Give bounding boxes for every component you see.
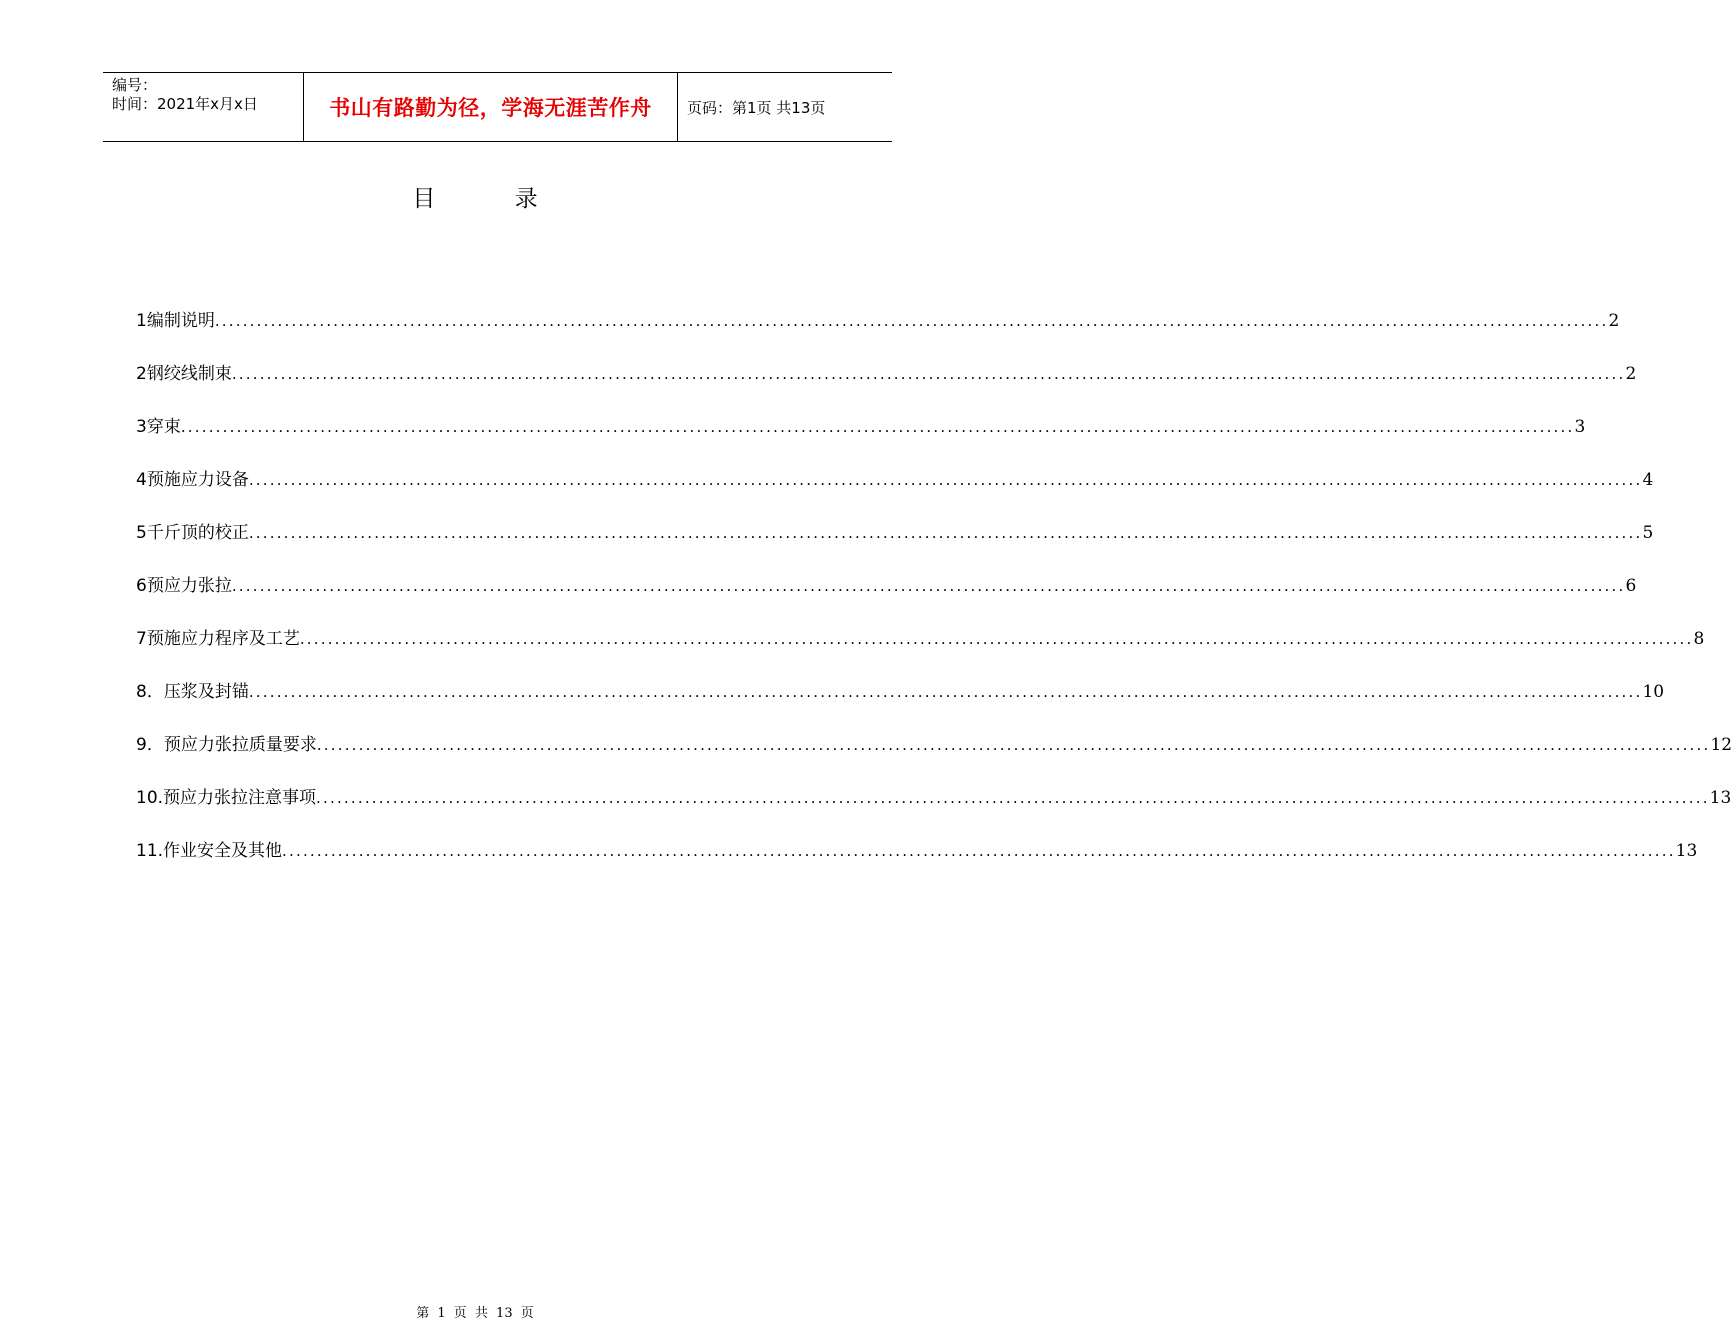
page-header xyxy=(103,72,892,142)
toc-item-title: 1编制说明 xyxy=(136,311,215,331)
toc-item-page: 8 xyxy=(1693,629,1705,649)
toc-item[interactable] xyxy=(136,677,1665,730)
toc-item-page: 4 xyxy=(1642,470,1654,490)
toc-item-page: 6 xyxy=(1625,576,1637,596)
toc-item[interactable] xyxy=(136,518,1654,571)
header-page-info: 页码：第1页 共13页 xyxy=(687,98,826,117)
header-page-cell xyxy=(678,73,892,141)
toc-leader-dots: ........................................................................................................................................................................................................ xyxy=(316,789,1710,807)
header-motto-cell xyxy=(304,73,678,141)
toc-item-page: 3 xyxy=(1574,417,1586,437)
toc-item[interactable] xyxy=(136,836,1698,889)
header-motto: 书山有路勤为径，学海无涯苦作舟 xyxy=(329,96,652,120)
toc-item-title: 8．压浆及封锚 xyxy=(136,682,249,702)
toc-item-title: 6预应力张拉 xyxy=(136,576,232,596)
toc-item[interactable] xyxy=(136,730,1732,783)
toc-item-title: 7预施应力程序及工艺 xyxy=(136,629,300,649)
toc-leader-dots: ........................................................................................................................................................................................................ xyxy=(180,418,1575,436)
toc-item-title: 9．预应力张拉质量要求 xyxy=(136,735,317,755)
toc-item[interactable] xyxy=(136,624,1705,677)
toc-leader-dots: ........................................................................................................................................................................................................ xyxy=(248,524,1643,542)
toc-leader-dots: ........................................................................................................................................................................................................ xyxy=(248,683,1643,701)
toc-item-page: 2 xyxy=(1625,364,1637,384)
toc-item-title: 11.作业安全及其他 xyxy=(136,841,283,861)
document-number-label: 编号： xyxy=(112,76,158,94)
page-footer: 第 1 页 共 13 页 xyxy=(416,1306,534,1321)
toc-item[interactable] xyxy=(136,571,1637,624)
toc-title: 目 录 xyxy=(412,186,574,212)
toc-leader-dots: ........................................................................................................................................................................................................ xyxy=(214,312,1609,330)
toc-item[interactable] xyxy=(136,465,1654,518)
toc-item-title: 3穿束 xyxy=(136,417,181,437)
toc-leader-dots: ........................................................................................................................................................................................................ xyxy=(316,736,1711,754)
toc-item-page: 12 xyxy=(1710,735,1732,755)
toc-item[interactable] xyxy=(136,359,1637,412)
table-of-contents xyxy=(136,306,1732,889)
toc-leader-dots: ........................................................................................................................................................................................................ xyxy=(248,471,1643,489)
toc-leader-dots: ........................................................................................................................................................................................................ xyxy=(231,577,1626,595)
toc-item-title: 10.预应力张拉注意事项 xyxy=(136,788,317,808)
document-date-label: 时间：2021年x月x日 xyxy=(112,95,258,113)
toc-leader-dots: ........................................................................................................................................................................................................ xyxy=(231,365,1626,383)
toc-leader-dots: ........................................................................................................................................................................................................ xyxy=(299,630,1694,648)
toc-item[interactable] xyxy=(136,783,1732,836)
toc-item-title: 5千斤顶的校正 xyxy=(136,523,249,543)
toc-item-page: 2 xyxy=(1608,311,1620,331)
toc-item-title: 2钢绞线制束 xyxy=(136,364,232,384)
toc-item-page: 13 xyxy=(1709,788,1732,808)
toc-item[interactable] xyxy=(136,306,1620,359)
header-meta xyxy=(103,73,304,141)
toc-item-page: 13 xyxy=(1675,841,1698,861)
toc-leader-dots: ........................................................................................................................................................................................................ xyxy=(282,842,1676,860)
toc-item-page: 10 xyxy=(1642,682,1665,702)
toc-item-title: 4预施应力设备 xyxy=(136,470,249,490)
toc-item-page: 5 xyxy=(1642,523,1654,543)
toc-item[interactable] xyxy=(136,412,1586,465)
